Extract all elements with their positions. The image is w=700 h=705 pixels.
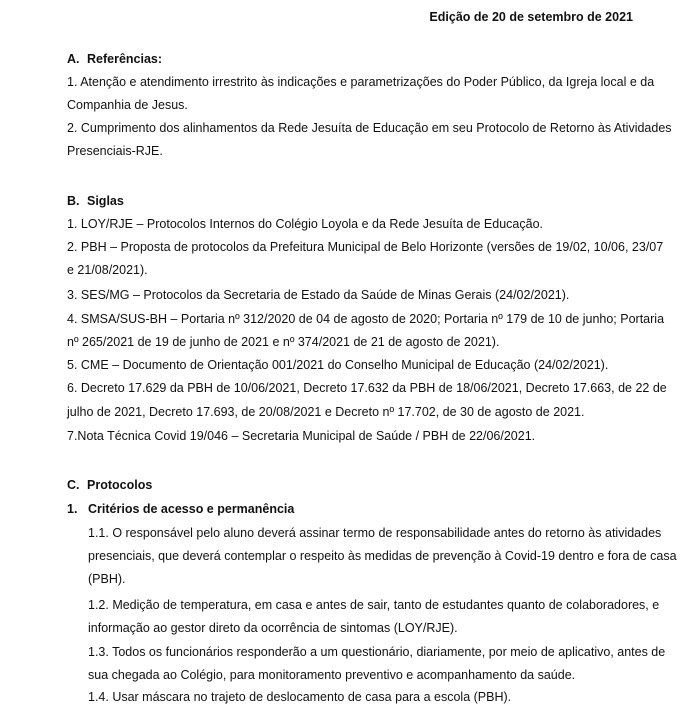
section-b-line: 4. SMSA/SUS-BH – Portaria nº 312/2020 de 04 de agosto de 2020; Portaria nº 179 de 10 de junho; Portaria bbox=[67, 312, 665, 326]
section-a-line: Presenciais-RJE. bbox=[67, 144, 163, 158]
section-b-title: Siglas bbox=[87, 194, 124, 208]
section-b-line: 7.Nota Técnica Covid 19/046 – Secretaria Municipal de Saúde / PBH de 22/06/2021. bbox=[67, 429, 536, 443]
subsection-1-line: informação ao gestor direto da ocorrência de sintomas (LOY/RJE). bbox=[88, 621, 458, 635]
edition-date: Edição de 20 de setembro de 2021 bbox=[429, 10, 633, 24]
section-a-heading bbox=[67, 52, 162, 66]
section-b-line: julho de 2021, Decreto 17.693, de 20/08/2021 e Decreto nº 17.702, de 30 de agosto de 2021. bbox=[67, 405, 585, 419]
section-b-line: 3. SES/MG – Protocolos da Secretaria de Estado da Saúde de Minas Gerais (24/02/2021). bbox=[67, 288, 570, 302]
subsection-1-line: 1.3. Todos os funcionários responderão a um questionário, diariamente, por meio de aplicativo, antes de bbox=[88, 645, 666, 659]
section-b-line: e 21/08/2021). bbox=[67, 263, 148, 277]
subsection-1-line: 1.1. O responsável pelo aluno deverá assinar termo de responsabilidade antes do retorno às atividades bbox=[88, 526, 662, 540]
subsection-1-line: 1.2. Medição de temperatura, em casa e antes de sair, tanto de estudantes quanto de colaboradores, e bbox=[88, 598, 660, 612]
section-c-letter: C. bbox=[67, 478, 80, 492]
section-a-line: 2. Cumprimento dos alinhamentos da Rede Jesuíta de Educação em seu Protocolo de Retorno às Atividades bbox=[67, 121, 672, 135]
subsection-1-line: 1.4. Usar máscara no trajeto de deslocamento de casa para a escola (PBH). bbox=[88, 690, 512, 704]
section-a-line: 1. Atenção e atendimento irrestrito às indicações e parametrizações do Poder Público, da Igreja local e da bbox=[67, 75, 655, 89]
section-b-line: nº 265/2021 de 19 de junho de 2021 e nº 374/2021 de 21 de agosto de 2021). bbox=[67, 335, 500, 349]
subsection-1-line: sua chegada ao Colégio, para monitoramento preventivo e acompanhamento da saúde. bbox=[88, 668, 576, 682]
subsection-1-title: Critérios de acesso e permanência bbox=[88, 502, 295, 516]
section-c-heading bbox=[67, 478, 152, 492]
section-a-title: Referências: bbox=[87, 52, 163, 66]
subsection-1-line: (PBH). bbox=[88, 572, 126, 586]
section-c-title: Protocolos bbox=[87, 478, 153, 492]
section-a-letter: A. bbox=[67, 52, 80, 66]
section-b-line: 6. Decreto 17.629 da PBH de 10/06/2021, Decreto 17.632 da PBH de 18/06/2021, Decreto 17.663, de 22 de bbox=[67, 381, 667, 395]
section-b-line: 2. PBH – Proposta de protocolos da Prefeitura Municipal de Belo Horizonte (versões de 19/02, 10/06, 23/07 bbox=[67, 240, 664, 254]
section-b-line: 1. LOY/RJE – Protocolos Internos do Colégio Loyola e da Rede Jesuíta de Educação. bbox=[67, 217, 543, 231]
subsection-1-heading bbox=[67, 502, 294, 516]
section-b-line: 5. CME – Documento de Orientação 001/2021 do Conselho Municipal de Educação (24/02/2021). bbox=[67, 358, 609, 372]
section-b-heading bbox=[67, 194, 124, 208]
section-b-letter: B. bbox=[67, 194, 80, 208]
section-a-line: Companhia de Jesus. bbox=[67, 98, 188, 112]
subsection-1-number: 1. bbox=[67, 502, 78, 516]
subsection-1-line: presenciais, que deverá contemplar o respeito às medidas de prevenção à Covid-19 dentro e fora de casa bbox=[88, 549, 677, 563]
